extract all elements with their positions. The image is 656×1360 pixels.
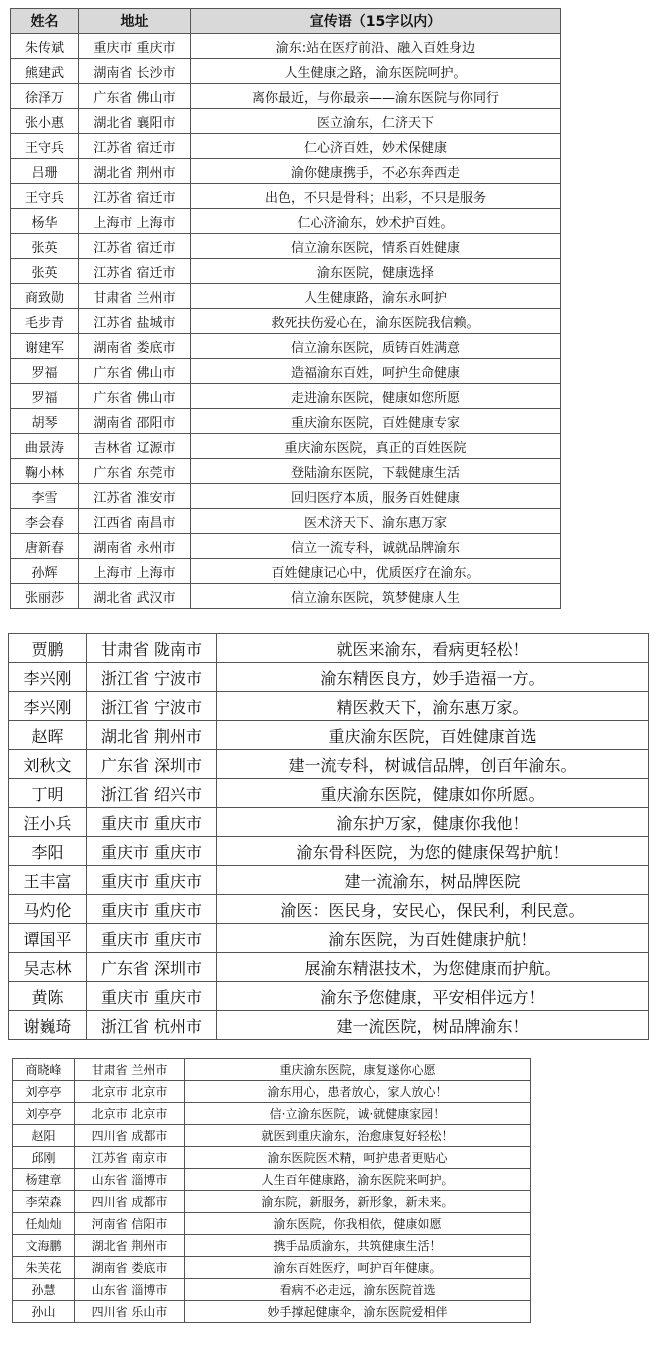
cell-name: 罗福 [11, 359, 79, 384]
header-name: 姓名 [11, 9, 79, 34]
table-row [9, 663, 649, 692]
cell-name: 刘亭亭 [13, 1103, 75, 1125]
cell-name: 丁明 [9, 779, 87, 808]
cell-address: 山东省 淄博市 [75, 1169, 185, 1191]
cell-name: 熊建武 [11, 59, 79, 84]
slogan-table-2 [8, 633, 649, 1040]
slogan-table-1 [10, 8, 561, 609]
cell-address: 吉林省 辽源市 [79, 434, 191, 459]
cell-slogan: 信立一流专科，诚就品牌渝东 [191, 534, 561, 559]
table-row [9, 982, 649, 1011]
cell-name: 孙慧 [13, 1279, 75, 1301]
cell-address: 江苏省 南京市 [75, 1147, 185, 1169]
cell-address: 四川省 成都市 [75, 1125, 185, 1147]
cell-name: 胡琴 [11, 409, 79, 434]
cell-name: 汪小兵 [9, 808, 87, 837]
cell-slogan: 渝医：医民身，安民心，保民利，利民意。 [217, 895, 649, 924]
cell-name: 吴志林 [9, 953, 87, 982]
table-row [13, 1301, 531, 1323]
table-row [13, 1191, 531, 1213]
cell-slogan: 渝东院，新服务，新形象，新未来。 [185, 1191, 531, 1213]
cell-slogan: 展渝东精湛技术，为您健康而护航。 [217, 953, 649, 982]
cell-name: 贾鹏 [9, 634, 87, 663]
table-row [11, 59, 561, 84]
table-row [11, 209, 561, 234]
table-row [11, 509, 561, 534]
table-row [9, 634, 649, 663]
cell-address: 湖南省 娄底市 [75, 1257, 185, 1279]
cell-slogan: 百姓健康记心中，优质医疗在渝东。 [191, 559, 561, 584]
cell-name: 罗福 [11, 384, 79, 409]
table-row [11, 334, 561, 359]
cell-address: 浙江省 宁波市 [87, 692, 217, 721]
cell-slogan: 人生百年健康路，渝东医院来呵护。 [185, 1169, 531, 1191]
cell-name: 张英 [11, 234, 79, 259]
cell-address: 四川省 乐山市 [75, 1301, 185, 1323]
cell-address: 广东省 深圳市 [87, 953, 217, 982]
cell-slogan: 回归医疗本质，服务百姓健康 [191, 484, 561, 509]
cell-address: 广东省 佛山市 [79, 84, 191, 109]
cell-slogan: 信立渝东医院，筑梦健康人生 [191, 584, 561, 609]
cell-name: 李兴刚 [9, 663, 87, 692]
cell-name: 赵晖 [9, 721, 87, 750]
table-row [9, 953, 649, 982]
cell-address: 甘肃省 陇南市 [87, 634, 217, 663]
cell-name: 谢巍琦 [9, 1011, 87, 1040]
cell-name: 谭国平 [9, 924, 87, 953]
cell-address: 湖北省 襄阳市 [79, 109, 191, 134]
cell-slogan: 重庆渝东医院，真正的百姓医院 [191, 434, 561, 459]
cell-name: 李兴刚 [9, 692, 87, 721]
table-row [11, 109, 561, 134]
cell-name: 王守兵 [11, 184, 79, 209]
cell-name: 文海鹏 [13, 1235, 75, 1257]
cell-name: 马灼伦 [9, 895, 87, 924]
table-row [9, 924, 649, 953]
cell-address: 重庆市 重庆市 [87, 895, 217, 924]
table-row [11, 34, 561, 59]
cell-slogan: 看病不必走远，渝东医院首选 [185, 1279, 531, 1301]
cell-slogan: 走进渝东医院，健康如您所愿 [191, 384, 561, 409]
cell-slogan: 渝东百姓医疗，呵护百年健康。 [185, 1257, 531, 1279]
cell-address: 甘肃省 兰州市 [75, 1059, 185, 1081]
cell-address: 江苏省 宿迁市 [79, 184, 191, 209]
cell-name: 孙辉 [11, 559, 79, 584]
cell-slogan: 渝东医院，为百姓健康护航！ [217, 924, 649, 953]
cell-slogan: 人生健康之路，渝东医院呵护。 [191, 59, 561, 84]
cell-name: 李会春 [11, 509, 79, 534]
table-row [13, 1081, 531, 1103]
cell-slogan: 造福渝东百姓，呵护生命健康 [191, 359, 561, 384]
cell-slogan: 仁心济渝东，妙术护百姓。 [191, 209, 561, 234]
cell-name: 邱刚 [13, 1147, 75, 1169]
cell-slogan: 渝东:站在医疗前沿、融入百姓身边 [191, 34, 561, 59]
cell-name: 吕珊 [11, 159, 79, 184]
table-row [11, 409, 561, 434]
cell-address: 山东省 淄博市 [75, 1279, 185, 1301]
cell-address: 湖南省 娄底市 [79, 334, 191, 359]
cell-name: 孙山 [13, 1301, 75, 1323]
table-row [11, 259, 561, 284]
slogan-table-3 [12, 1058, 531, 1323]
table-row [11, 434, 561, 459]
table-row [13, 1125, 531, 1147]
cell-address: 江苏省 淮安市 [79, 484, 191, 509]
cell-slogan: 渝东予您健康，平安相伴远方！ [217, 982, 649, 1011]
cell-slogan: 重庆渝东医院，健康如你所愿。 [217, 779, 649, 808]
table-row [9, 866, 649, 895]
table-row [9, 721, 649, 750]
cell-address: 重庆市 重庆市 [87, 982, 217, 1011]
header-address: 地址 [79, 9, 191, 34]
cell-address: 浙江省 宁波市 [87, 663, 217, 692]
cell-slogan: 精医救天下，渝东惠万家。 [217, 692, 649, 721]
cell-slogan: 妙手撑起健康伞，渝东医院爱相伴 [185, 1301, 531, 1323]
cell-name: 朱传斌 [11, 34, 79, 59]
table-row [13, 1147, 531, 1169]
cell-slogan: 信立渝东医院，情系百姓健康 [191, 234, 561, 259]
table-row [11, 159, 561, 184]
cell-name: 张丽莎 [11, 584, 79, 609]
cell-address: 江苏省 宿迁市 [79, 234, 191, 259]
table-row [13, 1279, 531, 1301]
cell-name: 李阳 [9, 837, 87, 866]
table-row [13, 1213, 531, 1235]
table-row [9, 750, 649, 779]
cell-slogan: 重庆渝东医院，康复遂你心愿 [185, 1059, 531, 1081]
table-row [13, 1169, 531, 1191]
cell-address: 湖北省 荆州市 [79, 159, 191, 184]
table-row [11, 534, 561, 559]
cell-slogan: 渝东用心，患者放心，家人放心！ [185, 1081, 531, 1103]
table-row [9, 1011, 649, 1040]
cell-slogan: 医术济天下、渝东惠万家 [191, 509, 561, 534]
cell-slogan: 携手品质渝东，共筑健康生活！ [185, 1235, 531, 1257]
cell-slogan: 渝东护万家，健康你我他！ [217, 808, 649, 837]
table-row [11, 484, 561, 509]
cell-slogan: 就医到重庆渝东，治愈康复好轻松！ [185, 1125, 531, 1147]
cell-name: 任灿灿 [13, 1213, 75, 1235]
cell-address: 广东省 佛山市 [79, 359, 191, 384]
cell-address: 上海市 上海市 [79, 559, 191, 584]
cell-name: 鞠小林 [11, 459, 79, 484]
cell-slogan: 登陆渝东医院，下载健康生活 [191, 459, 561, 484]
cell-address: 广东省 深圳市 [87, 750, 217, 779]
cell-address: 甘肃省 兰州市 [79, 284, 191, 309]
cell-address: 重庆市 重庆市 [79, 34, 191, 59]
cell-address: 河南省 信阳市 [75, 1213, 185, 1235]
cell-address: 重庆市 重庆市 [87, 924, 217, 953]
table-row [9, 837, 649, 866]
table-row [11, 184, 561, 209]
cell-name: 赵阳 [13, 1125, 75, 1147]
cell-address: 广东省 东莞市 [79, 459, 191, 484]
table-header-row [11, 9, 561, 34]
cell-address: 湖南省 邵阳市 [79, 409, 191, 434]
table-row [11, 134, 561, 159]
cell-address: 北京市 北京市 [75, 1103, 185, 1125]
cell-address: 湖北省 荆州市 [87, 721, 217, 750]
cell-name: 黄陈 [9, 982, 87, 1011]
cell-name: 徐泽万 [11, 84, 79, 109]
table-row [13, 1103, 531, 1125]
cell-slogan: 建一流专科，树诚信品牌，创百年渝东。 [217, 750, 649, 779]
cell-name: 杨华 [11, 209, 79, 234]
cell-address: 浙江省 绍兴市 [87, 779, 217, 808]
table-row [11, 84, 561, 109]
cell-address: 湖南省 永州市 [79, 534, 191, 559]
cell-name: 李雪 [11, 484, 79, 509]
table-row [9, 692, 649, 721]
cell-slogan: 人生健康路，渝东永呵护 [191, 284, 561, 309]
cell-name: 朱芙花 [13, 1257, 75, 1279]
table-row [11, 384, 561, 409]
cell-address: 广东省 佛山市 [79, 384, 191, 409]
cell-address: 湖北省 武汉市 [79, 584, 191, 609]
table-row [9, 808, 649, 837]
table-row [11, 284, 561, 309]
cell-address: 湖南省 长沙市 [79, 59, 191, 84]
cell-address: 重庆市 重庆市 [87, 866, 217, 895]
cell-slogan: 渝东精医良方，妙手造福一方。 [217, 663, 649, 692]
cell-name: 杨建章 [13, 1169, 75, 1191]
cell-slogan: 医立渝东，仁济天下 [191, 109, 561, 134]
table-row [11, 309, 561, 334]
cell-address: 江西省 南昌市 [79, 509, 191, 534]
cell-name: 张小惠 [11, 109, 79, 134]
cell-slogan: 渝东医院，健康选择 [191, 259, 561, 284]
cell-slogan: 信立渝东医院，质铸百姓满意 [191, 334, 561, 359]
cell-slogan: 建一流渝东，树品牌医院 [217, 866, 649, 895]
cell-slogan: 出色，不只是骨科；出彩，不只是服务 [191, 184, 561, 209]
cell-name: 商晓峰 [13, 1059, 75, 1081]
table-row [11, 459, 561, 484]
table-row [11, 359, 561, 384]
cell-address: 重庆市 重庆市 [87, 837, 217, 866]
cell-slogan: 渝东医院，你我相依，健康如愿 [185, 1213, 531, 1235]
table-row [13, 1059, 531, 1081]
cell-address: 四川省 成都市 [75, 1191, 185, 1213]
table-row [11, 559, 561, 584]
cell-address: 上海市 上海市 [79, 209, 191, 234]
cell-name: 刘秋文 [9, 750, 87, 779]
cell-slogan: 仁心济百姓，妙术保健康 [191, 134, 561, 159]
cell-slogan: 渝东骨科医院，为您的健康保驾护航！ [217, 837, 649, 866]
cell-slogan: 就医来渝东，看病更轻松！ [217, 634, 649, 663]
cell-address: 北京市 北京市 [75, 1081, 185, 1103]
cell-address: 湖北省 荆州市 [75, 1235, 185, 1257]
cell-name: 毛步青 [11, 309, 79, 334]
cell-slogan: 救死扶伤爱心在，渝东医院我信赖。 [191, 309, 561, 334]
table-row [13, 1235, 531, 1257]
cell-name: 商致勋 [11, 284, 79, 309]
cell-slogan: 离你最近，与你最亲——渝东医院与你同行 [191, 84, 561, 109]
table-row [11, 234, 561, 259]
table-row [11, 584, 561, 609]
cell-slogan: 重庆渝东医院，百姓健康专家 [191, 409, 561, 434]
cell-name: 谢建军 [11, 334, 79, 359]
header-slogan: 宣传语（15字以内） [191, 9, 561, 34]
cell-name: 李荣森 [13, 1191, 75, 1213]
cell-name: 唐新春 [11, 534, 79, 559]
cell-slogan: 重庆渝东医院，百姓健康首选 [217, 721, 649, 750]
cell-slogan: 建一流医院，树品牌渝东！ [217, 1011, 649, 1040]
table-row [13, 1257, 531, 1279]
cell-name: 王丰富 [9, 866, 87, 895]
cell-slogan: 渝你健康携手，不必东奔西走 [191, 159, 561, 184]
cell-slogan: 信·立渝东医院，诚·就健康家园！ [185, 1103, 531, 1125]
cell-name: 刘亭亭 [13, 1081, 75, 1103]
table-row [9, 895, 649, 924]
cell-slogan: 渝东医院医术精，呵护患者更贴心 [185, 1147, 531, 1169]
cell-address: 江苏省 盐城市 [79, 309, 191, 334]
cell-address: 重庆市 重庆市 [87, 808, 217, 837]
cell-address: 浙江省 杭州市 [87, 1011, 217, 1040]
cell-name: 张英 [11, 259, 79, 284]
cell-address: 江苏省 宿迁市 [79, 134, 191, 159]
cell-address: 江苏省 宿迁市 [79, 259, 191, 284]
cell-name: 曲景涛 [11, 434, 79, 459]
cell-name: 王守兵 [11, 134, 79, 159]
table-row [9, 779, 649, 808]
